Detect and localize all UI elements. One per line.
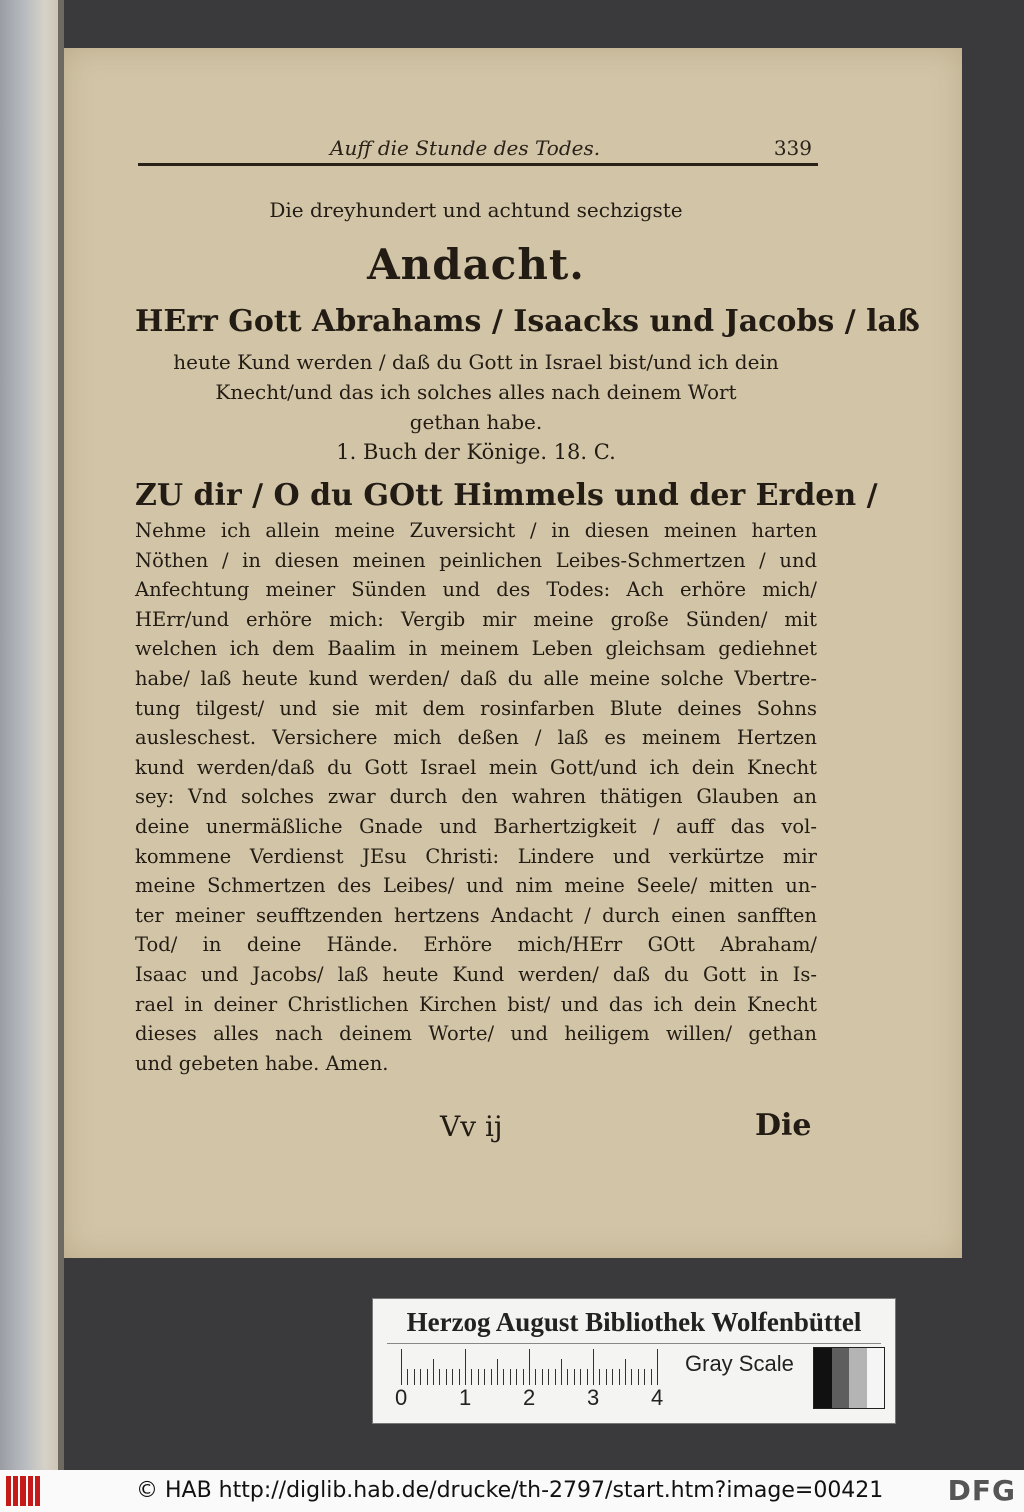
catchword: Die (755, 1108, 812, 1143)
ruler-label: 1 (459, 1385, 472, 1410)
ruler-tick (542, 1369, 543, 1385)
ruler-tick (484, 1369, 485, 1385)
page-header (140, 136, 812, 164)
ruler-tick (535, 1369, 536, 1385)
gray-swatches (813, 1347, 885, 1409)
section-title: Andacht. (367, 240, 585, 289)
ruler-tick (657, 1349, 658, 1385)
body-line: Tod/ in deine Hände. Erhöre mich/HErr GOtt Abraham/ (135, 933, 817, 957)
ruler-tick (510, 1369, 511, 1385)
body-line: kommene Verdienst JEsu Christi: Lindere und verkürtze mir (135, 844, 817, 868)
ruler-tick (599, 1369, 600, 1385)
ruler-tick (452, 1369, 453, 1385)
ruler-tick (459, 1369, 460, 1385)
gray-swatch (832, 1348, 850, 1408)
ruler-tick (561, 1359, 562, 1385)
verse-line-2: heute Kund werden / daß du Gott in Israel bist/und ich dein (173, 350, 779, 374)
body-line: sey: Vnd solches zwar durch den wahren thätigen Glauben an (135, 785, 817, 809)
ruler-tick (638, 1369, 639, 1385)
body-line: habe/ laß heute kund werden/ daß du alle meine solche Vbertre- (135, 666, 817, 690)
ruler-tick (567, 1369, 568, 1385)
ruler-tick (465, 1349, 466, 1385)
body-line: kund werden/daß du Gott Israel mein Gott/und ich dein Knecht (135, 755, 817, 779)
body-line: Isaac und Jacobs/ laß heute Kund werden/ daß du Gott in Is- (135, 962, 817, 986)
body-line: ausleschest. Versichere mich deßen / laß es meinem Hertzen (135, 726, 817, 750)
ruler-tick (414, 1369, 415, 1385)
running-title: Auff die Stunde des Todes. (330, 136, 601, 160)
ruler-tick (446, 1369, 447, 1385)
section-subtitle: Die dreyhundert und achtund sechzigste (269, 198, 683, 222)
verse-line-1: HErr Gott Abrahams / Isaacks und Jacobs / laß (135, 304, 920, 339)
ruler-labels (393, 1385, 693, 1413)
ruler-tick (433, 1359, 434, 1385)
ruler-tick (471, 1369, 472, 1385)
ruler-tick (439, 1369, 440, 1385)
ruler-tick (420, 1369, 421, 1385)
gray-swatch (849, 1348, 867, 1408)
ruler-tick (555, 1369, 556, 1385)
ruler-tick (491, 1369, 492, 1385)
body-line: meine Schmertzen des Leibes/ und nim meine Seele/ mitten un- (135, 874, 817, 898)
body-line: Nehme ich allein meine Zuversicht / in diesen meinen harten (135, 519, 817, 542)
body-text (135, 516, 817, 1078)
signature-mark: Vv ij (440, 1110, 503, 1143)
ruler-label: 4 (651, 1385, 664, 1410)
ruler-tick (651, 1369, 652, 1385)
ruler-tick (612, 1369, 613, 1385)
ruler-tick (478, 1369, 479, 1385)
verse-line-3: Knecht/und das ich solches alles nach deinem Wort (215, 380, 737, 404)
dfg-logo: DFG (947, 1474, 1016, 1507)
ruler-tick (407, 1369, 408, 1385)
ruler-tick (427, 1369, 428, 1385)
color-calibration-bar (372, 1298, 896, 1424)
body-line: rael in deiner Christlichen Kirchen bist/ und das ich dein Knecht (135, 992, 817, 1016)
gray-swatch (814, 1348, 832, 1408)
gray-scale-label: Gray Scale (685, 1351, 794, 1376)
body-line: tung tilgest/ und sie mit dem rosinfarben Blute deines Sohns (135, 696, 817, 720)
ruler-label: 3 (587, 1385, 600, 1410)
body-line: und gebeten habe. Amen. (135, 1051, 389, 1075)
header-rule (138, 163, 818, 166)
ruler-tick (529, 1349, 530, 1385)
hab-logo-icon (6, 1476, 40, 1506)
ruler-tick (503, 1369, 504, 1385)
ruler-tick (580, 1369, 581, 1385)
body-line: ter meiner seufftzenden hertzens Andacht / durch einen sanfften (135, 903, 817, 927)
ruler-tick (619, 1369, 620, 1385)
page-number: 339 (773, 136, 812, 160)
copyright-url: © HAB http://diglib.hab.de/drucke/th-2797/start.htm?image=00421 (136, 1478, 884, 1503)
gray-swatch (867, 1348, 885, 1408)
body-line: Nöthen / in diesen meinen peinlichen Leibes-Schmertzen / und (135, 548, 817, 572)
scripture-reference: 1. Buch der Könige. 18. C. (336, 440, 616, 464)
body-line: dieses alles nach deinem Worte/ und heiligem willen/ gethan (135, 1022, 817, 1046)
ruler-label: 0 (395, 1385, 408, 1410)
ruler-tick (644, 1369, 645, 1385)
body-line: HErr/und erhöre mich: Vergib mir meine große Sünden/ mit (135, 607, 817, 631)
ruler-label: 2 (523, 1385, 536, 1410)
scale-ruler (401, 1349, 671, 1385)
institution-name: Herzog August Bibliothek Wolfenbüttel (406, 1307, 862, 1337)
ruler-tick (593, 1349, 594, 1385)
body-line: Anfechtung meiner Sünden und des Todes: Ach erhöre mich/ (135, 578, 817, 602)
ruler-tick (497, 1359, 498, 1385)
footer-bar (0, 1470, 1024, 1512)
ruler-tick (574, 1369, 575, 1385)
ruler-tick (625, 1359, 626, 1385)
verse-line-4: gethan habe. (409, 410, 543, 434)
ruler-tick (587, 1369, 588, 1385)
ruler-tick (401, 1349, 402, 1385)
body-first-line: ZU dir / O du GOtt Himmels und der Erden / (135, 478, 878, 513)
previous-page-edge (0, 0, 64, 1470)
body-line: welchen ich dem Baalim in meinem Leben gleichsam gediehnet (135, 637, 817, 661)
ruler-tick (631, 1369, 632, 1385)
ruler-tick (523, 1369, 524, 1385)
body-line: deine unermäßliche Gnade und Barhertzigkeit / auff das vol- (135, 814, 817, 838)
ruler-tick (606, 1369, 607, 1385)
ruler-tick (548, 1369, 549, 1385)
ruler-tick (516, 1369, 517, 1385)
